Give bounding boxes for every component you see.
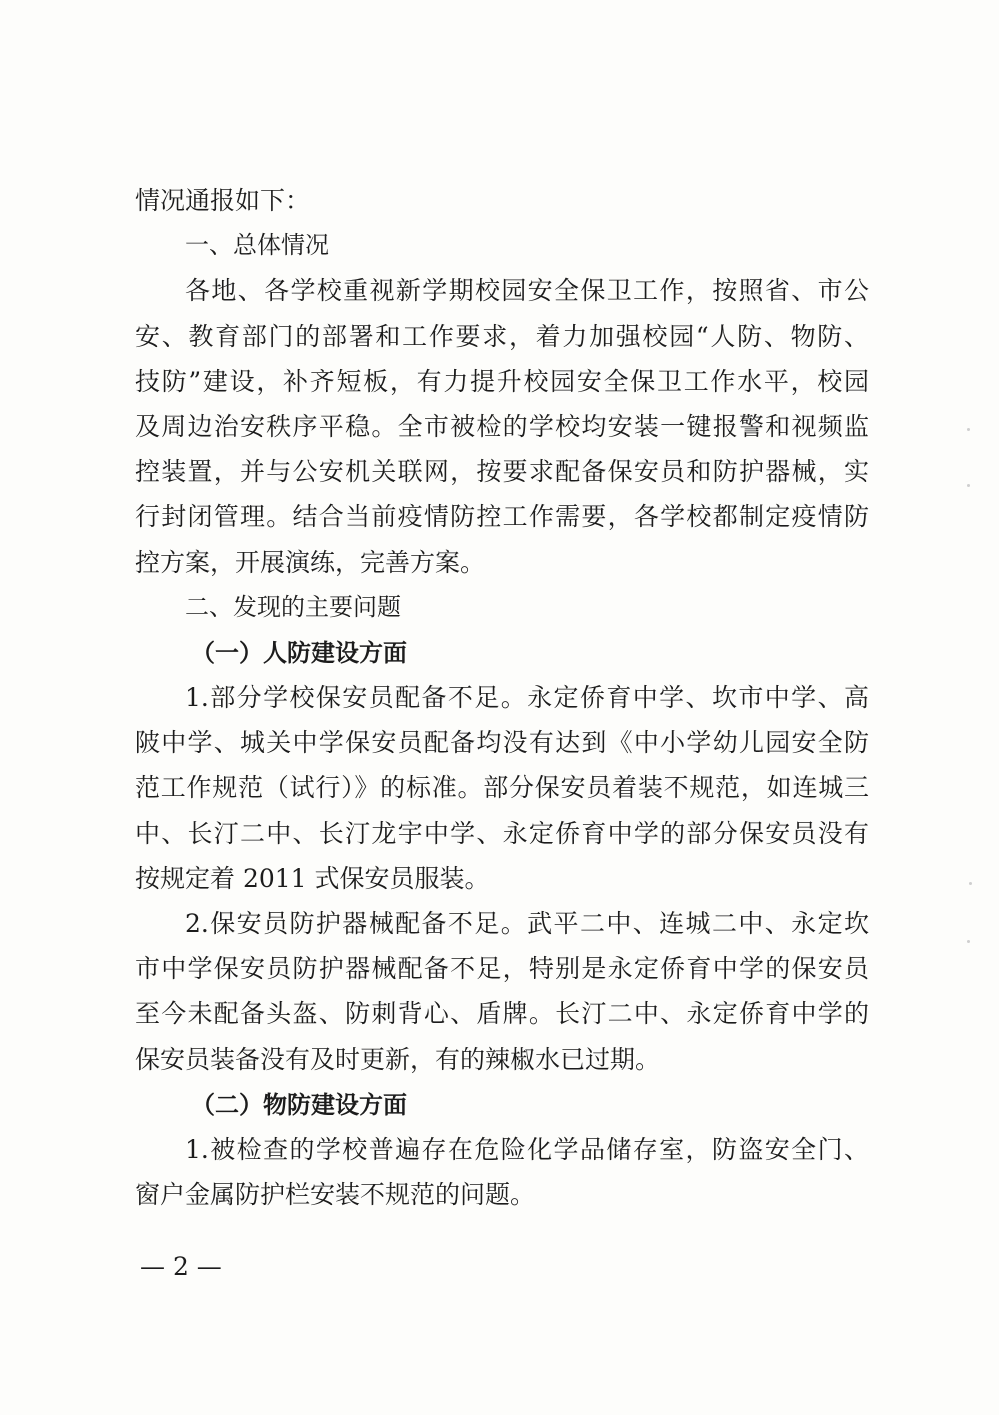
paragraph-line: 陂中学、城关中学保安员配备均没有达到《中小学幼儿园安全防 [135,728,869,758]
section-heading-overall: 一、总体情况 [185,231,329,260]
scan-speck [967,428,970,431]
paragraph-line: 中、长汀二中、长汀龙宇中学、永定侨育中学的部分保安员没有 [135,818,869,848]
scan-speck [967,484,970,487]
paragraph-line: 各地、各学校重视新学期校园安全保卫工作，按照省、市公 [185,276,869,306]
paragraph-line: 1.被检查的学校普遍存在危险化学品储存室，防盗安全门、 [185,1134,869,1164]
subsection-heading-personnel: （一）人防建设方面 [191,637,407,667]
paragraph-line: 保安员装备没有及时更新，有的辣椒水已过期。 [135,1044,661,1074]
page-number: — 2 — [140,1252,222,1281]
subsection-heading-physical: （二）物防建设方面 [191,1089,407,1119]
paragraph-line: 窗户金属防护栏安装不规范的问题。 [135,1180,536,1210]
paragraph-line: 市中学保安员防护器械配备不足，特别是永定侨育中学的保安员 [135,954,869,984]
paragraph-line: 按规定着 2011 式保安员服装。 [135,863,490,893]
paragraph-line: 2.保安员防护器械配备不足。武平二中、连城二中、永定坎 [185,909,869,938]
paragraph-line: 技防”建设，补齐短板，有力提升校园安全保卫工作水平，校园 [135,366,869,396]
document-body [135,178,869,1217]
scan-speck [969,882,972,885]
section-heading-problems: 二、发现的主要问题 [185,592,401,621]
paragraph-line: 控装置，并与公安机关联网，按要求配备保安员和防护器械，实 [135,457,869,487]
paragraph-line: 安、教育部门的部署和工作要求，着力加强校园“人防、物防、 [135,321,869,351]
paragraph-line: 范工作规范（试行）》的标准。部分保安员着装不规范，如连城三 [135,773,869,803]
intro-line: 情况通报如下： [135,186,311,215]
paragraph-line: 及周边治安秩序平稳。全市被检的学校均安装一键报警和视频监 [135,411,869,441]
scan-speck [967,940,970,943]
paragraph-line: 行封闭管理。结合当前疫情防控工作需要，各学校都制定疫情防 [135,502,869,532]
paragraph-line: 控方案，开展演练，完善方案。 [135,547,486,577]
paragraph-line: 至今未配备头盔、防刺背心、盾牌。长汀二中、永定侨育中学的 [135,999,869,1029]
paragraph-line: 1.部分学校保安员配备不足。永定侨育中学、坎市中学、高 [185,683,869,713]
